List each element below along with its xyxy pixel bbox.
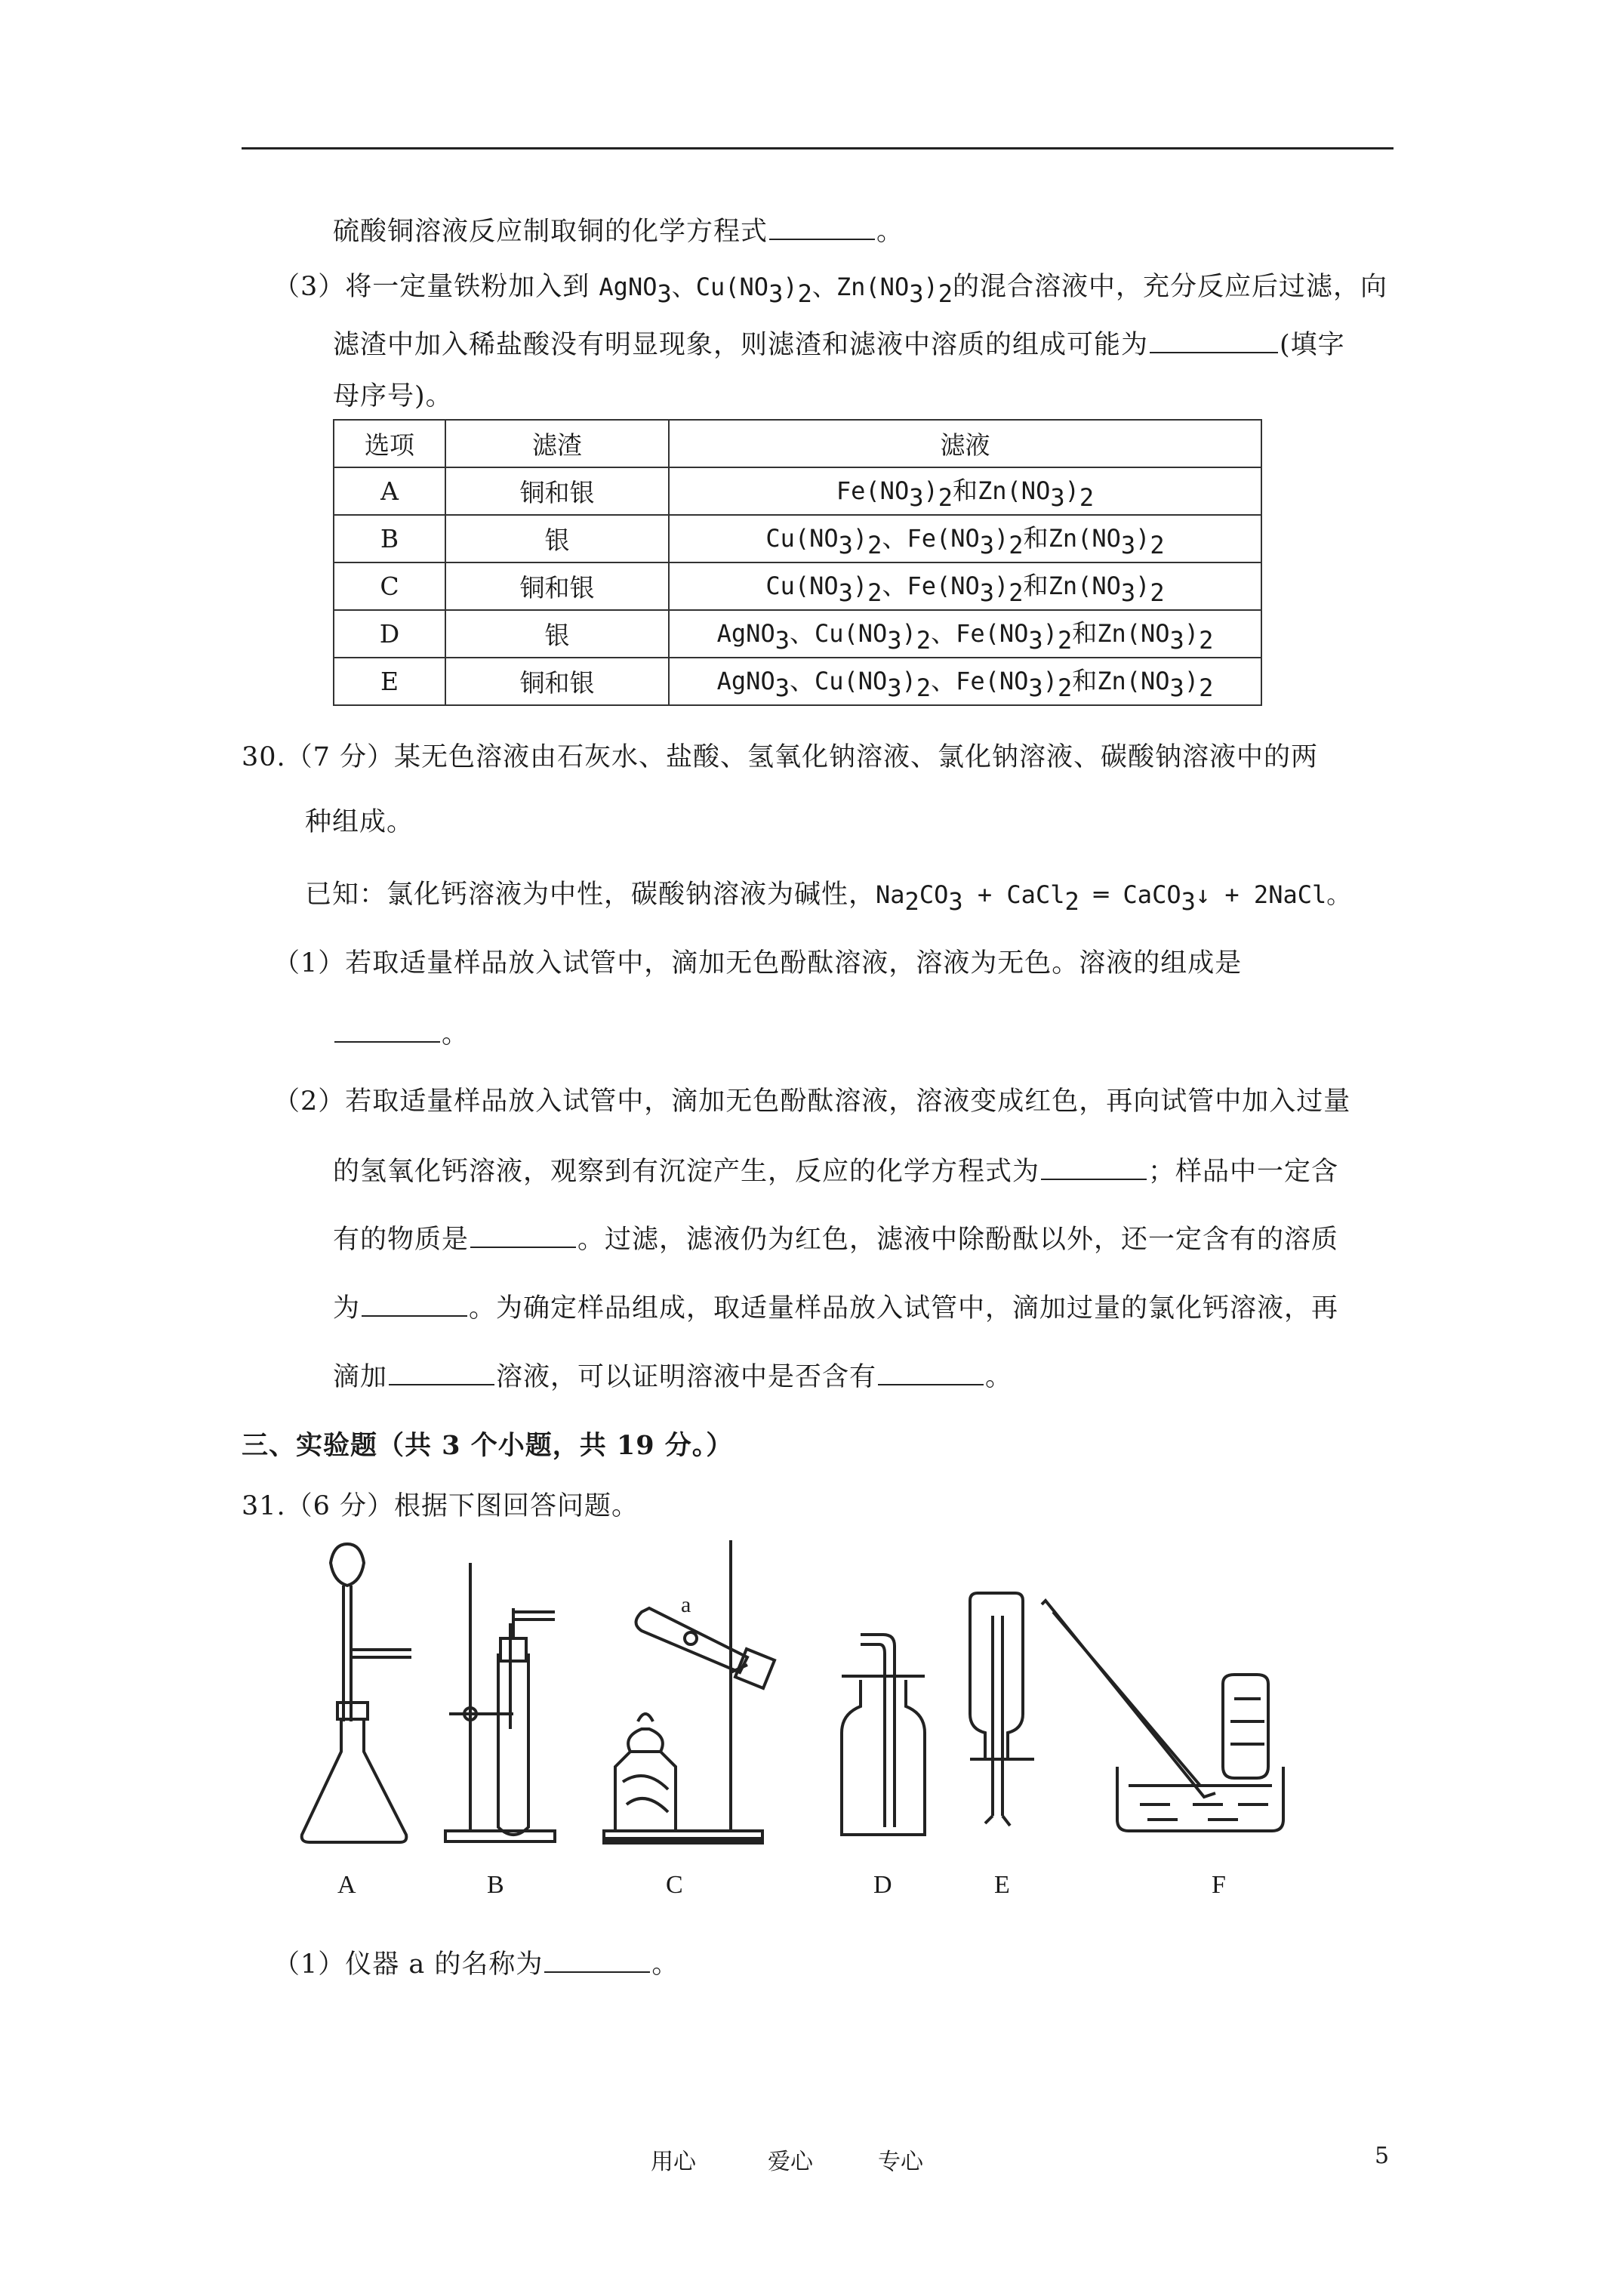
q30-2-line-5: 滴加 溶液，可以证明溶液中是否含有 。: [333, 1358, 1012, 1395]
text-line-continuation: 硫酸铜溶液反应制取铜的化学方程式 。: [333, 213, 904, 249]
table-row: [334, 562, 1261, 610]
footer-text: 专心: [878, 2149, 923, 2175]
q3-line-1: （3）将一定量铁粉加入到 AgNO3、Cu(NO3)2、Zn(NO3)2的混合溶液中，充分反应后过滤，向: [273, 272, 1388, 308]
table-row: [334, 515, 1261, 562]
footer-text: 爱心: [768, 2149, 813, 2175]
answer-blank[interactable]: [878, 1358, 984, 1385]
table-cell: 铜和银: [445, 467, 669, 515]
figure-label: C: [666, 1871, 683, 1899]
table-cell: AgNO3、Cu(NO3)2、Fe(NO3)2和Zn(NO3)2: [669, 658, 1261, 705]
apparatus-figure: [287, 1540, 1329, 1857]
q30-2-line-1: （2）若取适量样品放入试管中，滴加无色酚酞溶液，溶液变成红色，再向试管中加入过量: [273, 1086, 1351, 1117]
figure-label: B: [487, 1871, 504, 1899]
figure-label: A: [337, 1871, 356, 1899]
footer-text: 用心: [651, 2149, 696, 2175]
section-3-heading: 三、实验题（共 3 个小题，共 19 分。）: [242, 1430, 734, 1461]
table-cell: A: [334, 467, 445, 515]
table-header: 选项: [334, 420, 445, 467]
table-cell: Fe(NO3)2和Zn(NO3)2: [669, 467, 1261, 515]
answer-blank[interactable]: [334, 1015, 440, 1043]
apparatus-c-heating-setup: [604, 1540, 775, 1843]
table-cell: 铜和银: [445, 562, 669, 610]
q3-line-2: 滤渣中加入稀盐酸没有明显现象，则滤渣和滤液中溶质的组成可能为 (填字: [333, 326, 1345, 362]
label-a: a: [681, 1592, 691, 1617]
q30-2-line-2: 的氢氧化钙溶液，观察到有沉淀产生，反应的化学方程式为 ；样品中一定含: [333, 1153, 1338, 1189]
table-cell: AgNO3、Cu(NO3)2、Fe(NO3)2和Zn(NO3)2: [669, 610, 1261, 658]
q30-1-line-2: 。: [333, 1015, 469, 1052]
table-cell: C: [334, 562, 445, 610]
page-number: 5: [1375, 2143, 1390, 2169]
answer-blank[interactable]: [389, 1358, 494, 1385]
answer-blank[interactable]: [470, 1221, 576, 1248]
apparatus-f-water-trough: [1042, 1601, 1283, 1831]
q30-2-line-3: 有的物质是 。过滤，滤液仍为红色，滤液中除酚酞以外，还一定含有的溶质: [333, 1221, 1338, 1257]
options-table: [333, 419, 1262, 706]
answer-blank[interactable]: [1041, 1153, 1147, 1180]
header-rule: [242, 147, 1394, 149]
apparatus-e-inverted-bottle: [970, 1593, 1034, 1826]
q30-1-line-1: （1）若取适量样品放入试管中，滴加无色酚酞溶液，溶液为无色。溶液的组成是: [273, 948, 1243, 978]
q3-line-3: 母序号)。: [333, 381, 453, 411]
table-cell: E: [334, 658, 445, 705]
answer-blank[interactable]: [362, 1290, 467, 1317]
q30-2-line-4: 为 。为确定样品组成，取适量样品放入试管中，滴加过量的氯化钙溶液，再: [333, 1290, 1338, 1326]
answer-blank[interactable]: [769, 213, 875, 240]
table-row: [334, 467, 1261, 515]
q30-known: 已知：氯化钙溶液为中性，碳酸钠溶液为碱性，Na2CO3 + CaCl2 ═ CaCO3↓ + 2NaCl。: [305, 880, 1351, 916]
table-cell: 银: [445, 515, 669, 562]
apparatus-b-stand-tube: [445, 1563, 555, 1841]
table-cell: 铜和银: [445, 658, 669, 705]
answer-blank[interactable]: [544, 1946, 650, 1973]
figure-label: F: [1212, 1871, 1226, 1899]
apparatus-a-flask: [302, 1544, 411, 1842]
table-row: [334, 658, 1261, 705]
table-header: 滤渣: [445, 420, 669, 467]
figure-label: D: [873, 1871, 892, 1899]
table-cell: Cu(NO3)2、Fe(NO3)2和Zn(NO3)2: [669, 562, 1261, 610]
table-header: 滤液: [669, 420, 1261, 467]
q30-line-2: 种组成。: [305, 807, 414, 837]
table-cell: 银: [445, 610, 669, 658]
table-row: [334, 610, 1261, 658]
apparatus-d-gas-bottle: [842, 1635, 925, 1835]
answer-blank[interactable]: [1150, 326, 1278, 353]
table-cell: Cu(NO3)2、Fe(NO3)2和Zn(NO3)2: [669, 515, 1261, 562]
q31-1-line: （1）仪器 a 的名称为 。: [273, 1946, 679, 1982]
table-header-row: [334, 420, 1261, 467]
table-cell: D: [334, 610, 445, 658]
q30-line-1: 30.（7 分）某无色溶液由石灰水、盐酸、氢氧化钠溶液、氯化钠溶液、碳酸钠溶液中的两: [242, 742, 1319, 772]
q31-heading: 31.（6 分）根据下图回答问题。: [242, 1491, 639, 1521]
table-cell: B: [334, 515, 445, 562]
figure-label: E: [994, 1871, 1010, 1899]
